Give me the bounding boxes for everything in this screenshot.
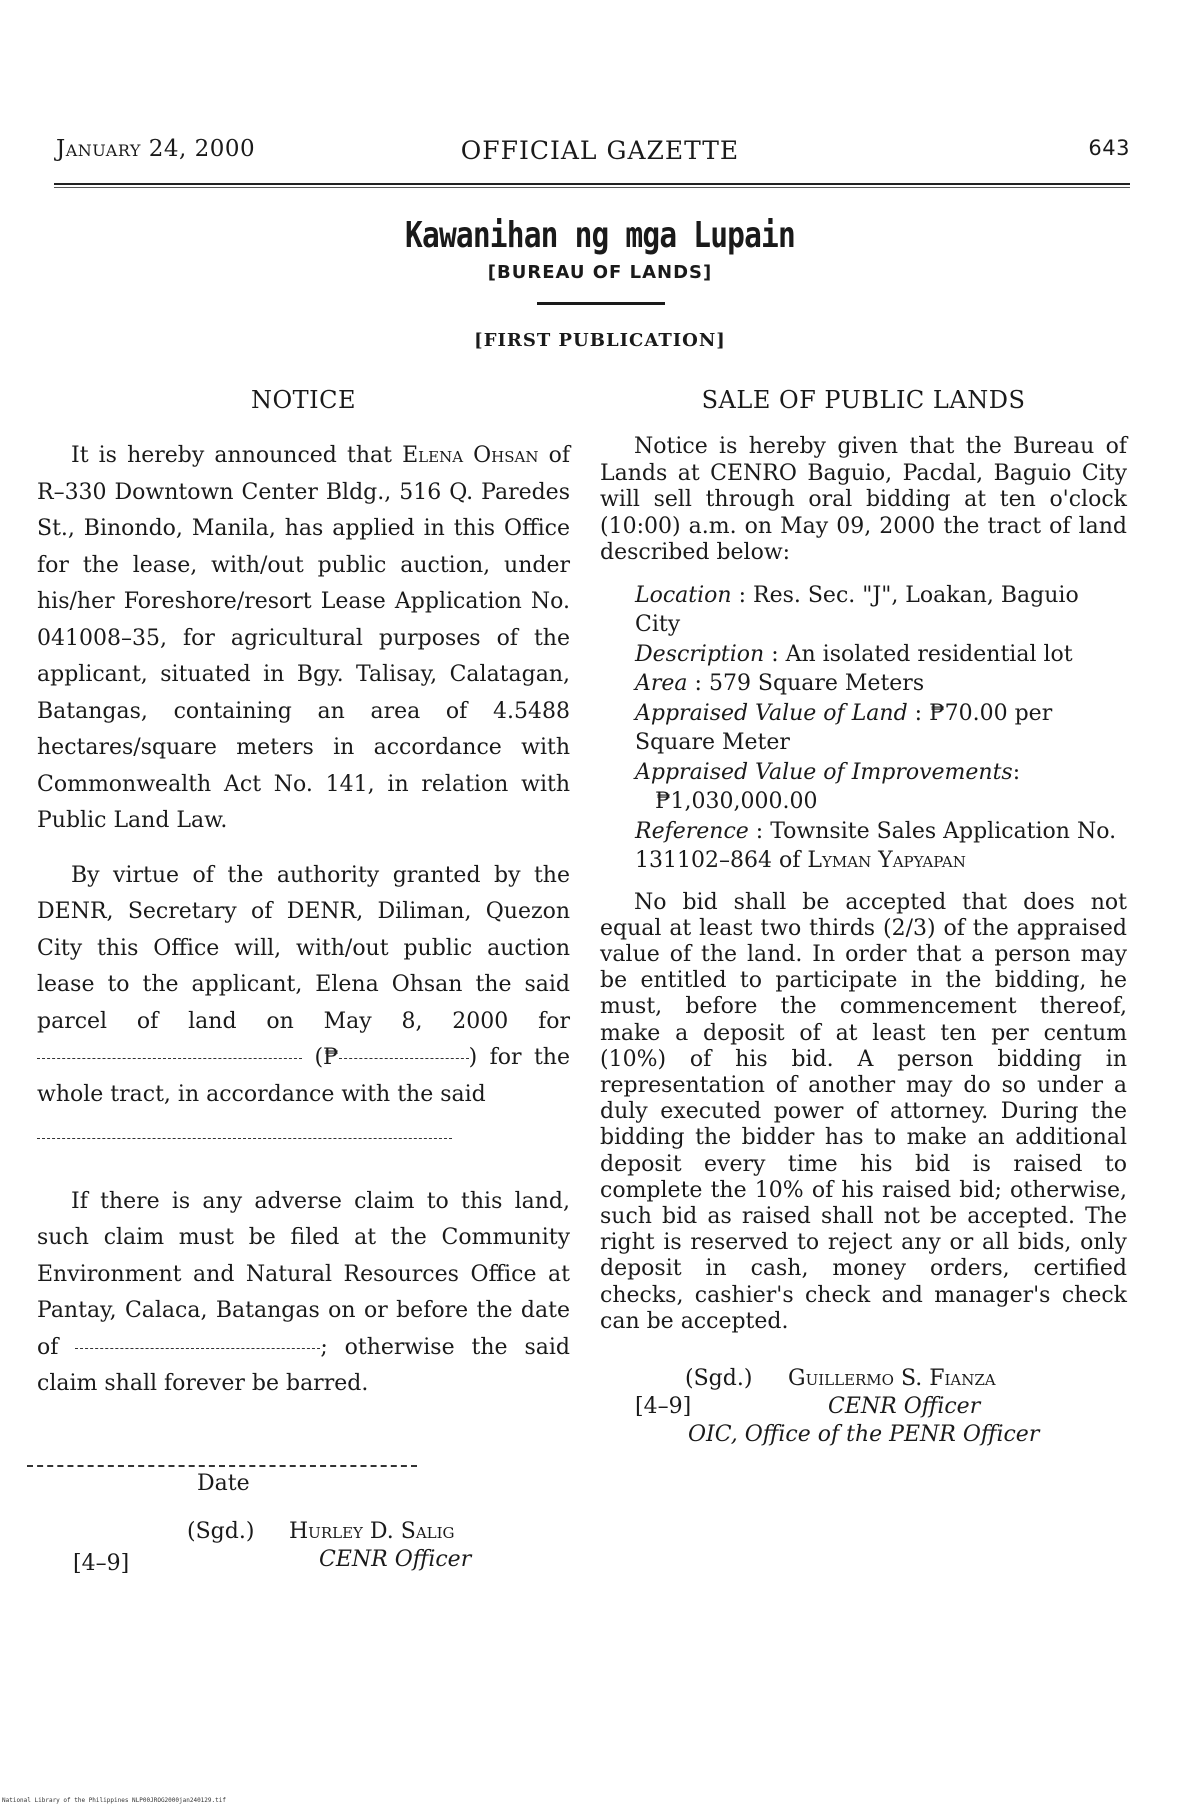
sale-sgd: (Sgd.)	[685, 1365, 753, 1391]
sale-intro: Notice is hereby given that the Bureau of Lands at CENRO Baguio, Pacdal, Baguio City will sell through oral bidding at ten o'clock (10:00) a.m. on May 09, 2000 the tract of land described below:	[600, 434, 1127, 565]
sale-column	[600, 380, 1127, 1455]
reference-name: Lyman Yapyapan	[807, 848, 966, 873]
notice-signer-name: Hurley D. Salig	[289, 1518, 455, 1544]
notice-paragraph-1	[37, 438, 570, 840]
title-divider	[537, 302, 665, 305]
notice-p1-text-a: It is hereby announced that	[71, 443, 403, 468]
description-value: : An isolated residential lot	[771, 641, 1073, 667]
description-label: Description	[635, 641, 765, 667]
page-number: 643	[1088, 136, 1130, 160]
area-label: Area	[635, 671, 688, 696]
sale-issue-ref: [4–9]	[635, 1393, 692, 1419]
location-value: : Res. Sec. "J", Loakan, Baguio City	[635, 582, 1079, 637]
notice-sgd: (Sgd.)	[187, 1518, 255, 1544]
location-label: Location	[635, 582, 732, 608]
notice-column	[37, 380, 570, 1581]
peso-close: ) for	[468, 1045, 522, 1070]
peso-open: (₱	[314, 1045, 339, 1070]
sale-reference	[635, 817, 1127, 876]
header-date: January 24, 2000	[56, 136, 256, 162]
header-rule-thin	[54, 187, 1130, 188]
notice-signature-block	[37, 1517, 570, 1581]
land-value-value: : ₱70.00 per Square Meter	[635, 700, 1053, 755]
sale-signature-block	[600, 1365, 1127, 1455]
header-title: OFFICIAL GAZETTE	[460, 136, 740, 165]
notice-p3-text-b: ; otherwise the said claim shall forever be barred.	[37, 1334, 570, 1396]
sale-heading: SALE OF PUBLIC LANDS	[701, 386, 1026, 414]
sale-area	[635, 669, 1127, 699]
sale-location	[635, 581, 1127, 640]
agency-title: Kawanihan ng mga Lupain	[405, 215, 795, 256]
notice-p2-text-a: By virtue of the authority granted by the DENR, Secretary of DENR, Diliman, Quezon City this Office will, with/out public auction lease to the applicant, Elena Ohsan the said parcel of land on May 8, 2000 for	[37, 862, 570, 1034]
notice-p2-text-b: the whole tract, in accordance with the said	[37, 1045, 570, 1107]
header-rule	[54, 183, 1130, 185]
notice-issue-ref: [4–9]	[73, 1550, 130, 1576]
sale-body: No bid shall be accepted that does not equal at least two thirds (2/3) of the appraised value of the land. In order that a person may be entitled to participate in the bidding, he must, before the commencement thereof, make a deposit of at least ten per centum (10%) of his bid. A person bidding in representation of another may do so under a duly executed power of attorney. During the bidding the bidder has to make an additional deposit every time his bid is raised to complete the 10% of his raised bid; otherwise, such bid as raised shall not be accepted. The right is reserved to reject any or all bids, only deposit in cash, money orders, certified checks, cashier's check and manager's check can be accepted.	[600, 889, 1127, 1334]
reference-label: Reference	[635, 818, 749, 844]
date-label: Date	[197, 1470, 250, 1496]
sale-description	[635, 640, 1127, 670]
notice-p3-text-a: If there is any adverse claim to this land, such claim must be filed at the Community Environment and Natural Resources Office at Pantay, Calaca, Batangas on or before the date of	[37, 1188, 570, 1360]
improvements-label: Appraised Value of Improvements	[635, 759, 1013, 785]
agency-subtitle: [BUREAU OF LANDS]	[487, 262, 713, 283]
sale-signer-title: CENR Officer	[828, 1393, 981, 1419]
claim-date-blank	[75, 1347, 320, 1349]
sale-signer-title2: OIC, Office of the PENR Officer	[688, 1421, 1040, 1447]
scan-footer: National Library of the Philippines NLP00JROG2000jan240129.tif	[2, 1797, 226, 1804]
amount-figure-blank	[339, 1057, 469, 1059]
sale-land-value	[635, 699, 1127, 758]
applicant-name: Elena Ohsan	[402, 443, 539, 468]
notice-paragraph-2	[37, 858, 570, 1114]
sale-improvements: Appraised Value of Improvements:	[635, 759, 1021, 785]
notice-signer-title: CENR Officer	[319, 1546, 472, 1572]
sale-signer-name: Guillermo S. Fianza	[788, 1365, 996, 1391]
amount-words-blank	[37, 1057, 302, 1059]
land-value-label: Appraised Value of Land	[635, 700, 908, 726]
notice-p1-text-b: of R–330 Downtown Center Bldg., 516 Q. Paredes St., Binondo, Manila, has applied in this Office for the lease, with/out public auction, under his/her Foreshore/resort Lease Application No. 041008–35, for agricultural purposes of the applicant, situated in Bgy. Talisay, Calatagan, Batangas, containing an area of 4.5488 hectares/square meters in accordance with Commonwealth Act No. 141, in relation with Public Land Law.	[37, 443, 570, 833]
reference-value: : Townsite Sales Application No. 131102–864 of	[635, 818, 1117, 873]
first-publication-label: [FIRST PUBLICATION]	[474, 330, 726, 351]
area-value: : 579 Square Meters	[694, 671, 925, 696]
notice-continuation-blank	[37, 1137, 452, 1139]
notice-paragraph-3	[37, 1184, 570, 1403]
notice-heading: NOTICE	[250, 386, 357, 414]
improvements-value: ₱1,030,000.00	[655, 789, 818, 814]
